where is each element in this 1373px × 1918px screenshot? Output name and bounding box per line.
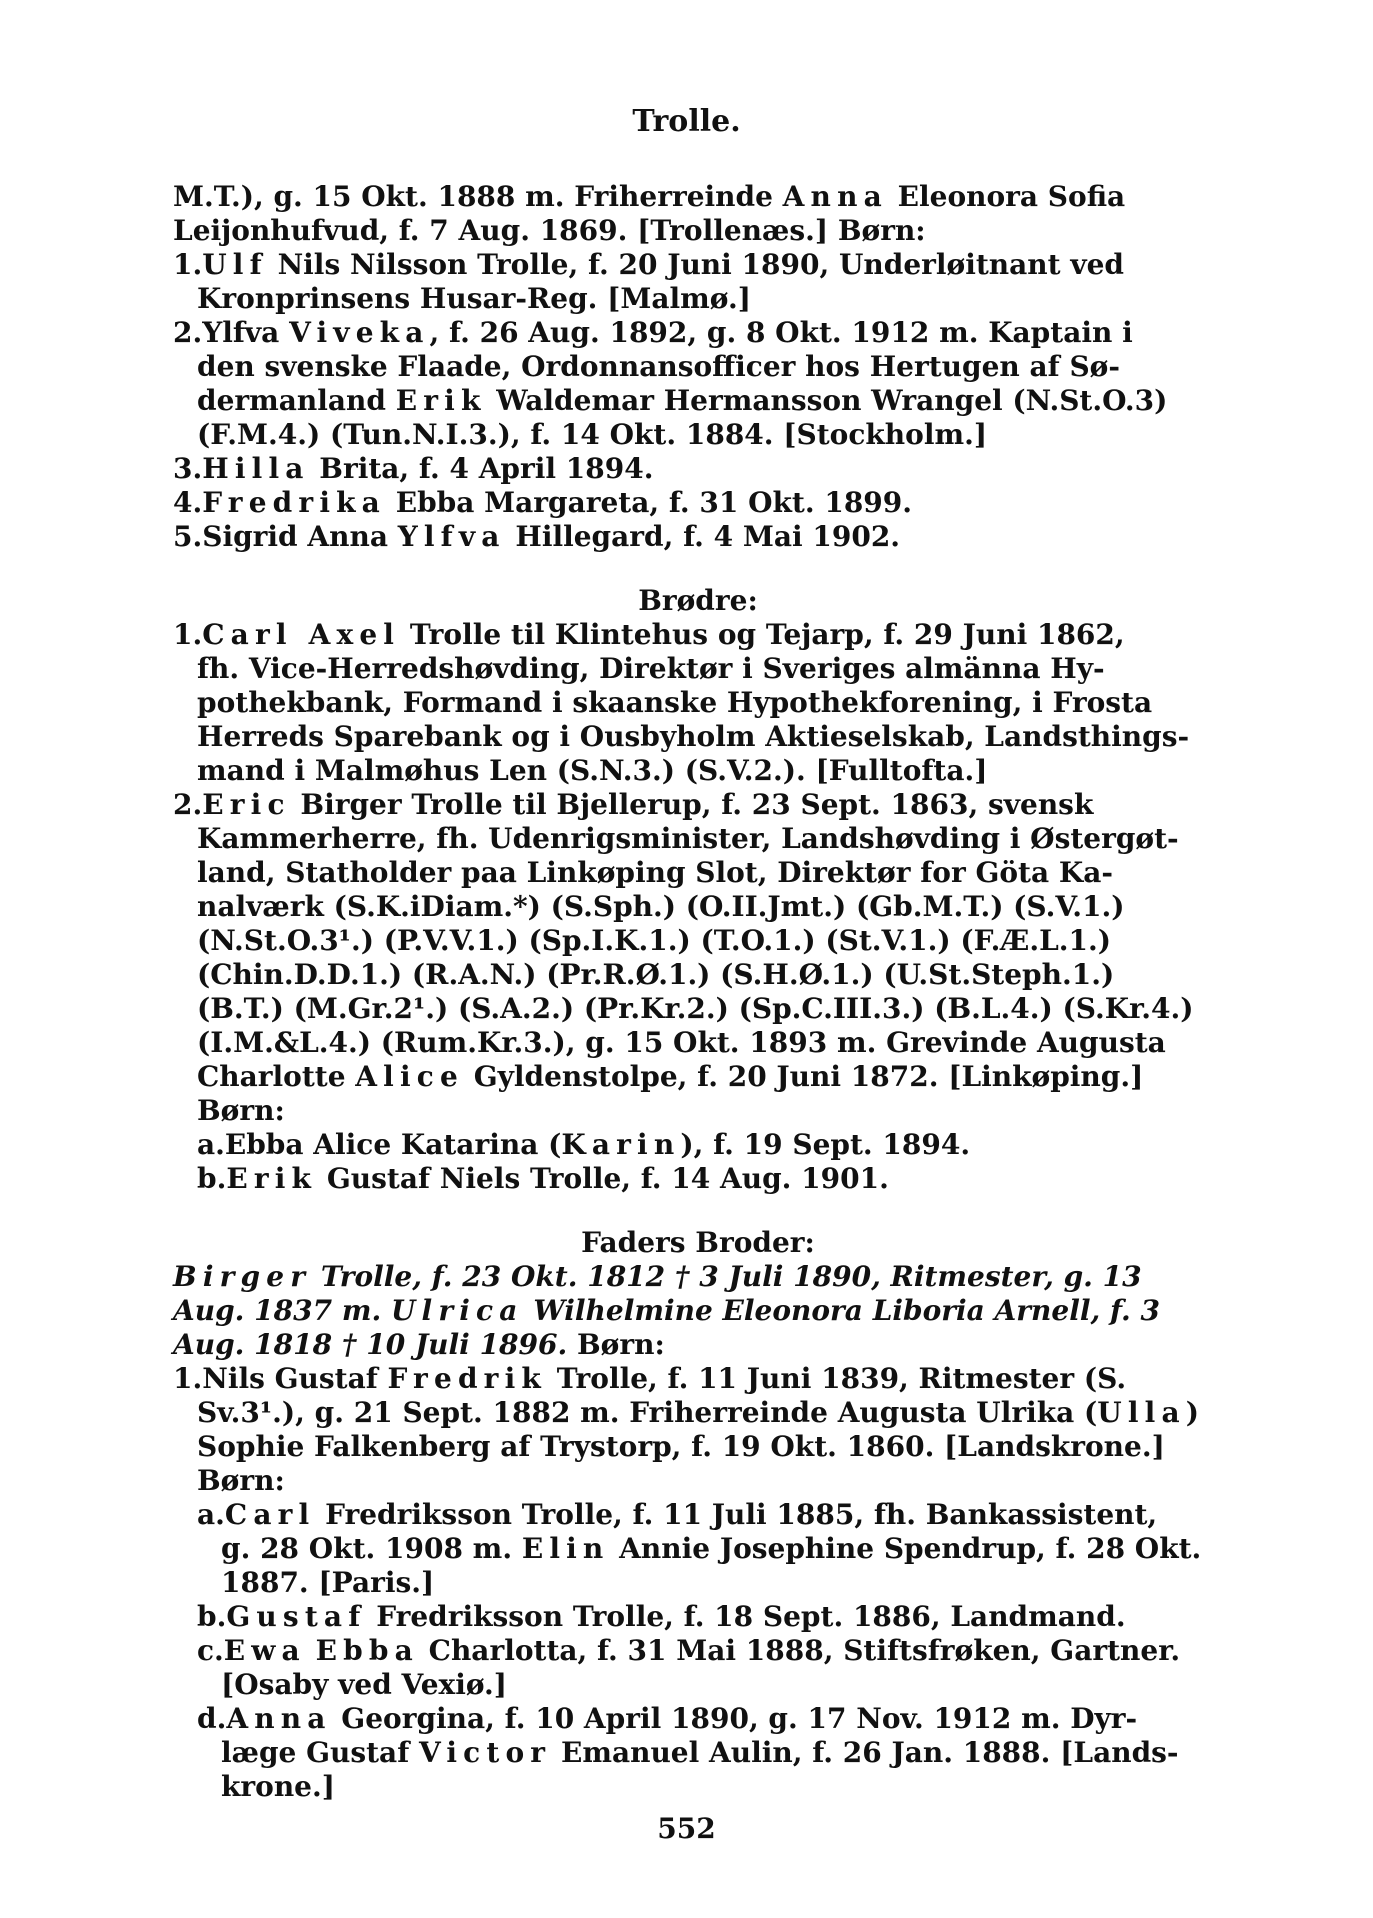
list-item [173, 788, 1223, 822]
item-number: 2. [173, 316, 203, 349]
text-run: Brita, f. 4 April 1894. [309, 452, 654, 485]
text-run: Charlotta, f. 31 Mai 1888, Stiftsfrøken, Gartner. [418, 1634, 1181, 1667]
text-run: Ylfva [202, 316, 290, 349]
item-number: 3. [173, 452, 203, 485]
text-run: Emanuel Aulin, f. 26 Jan. 1888. [Lands- [551, 1736, 1179, 1769]
spaced-name: Hilla [202, 452, 310, 485]
page-title: Trolle. [632, 104, 741, 139]
text-run: Fredriksson Trolle, f. 11 Juli 1885, fh. Bankassistent, [315, 1498, 1158, 1531]
item-number: b. [197, 1162, 227, 1195]
text-line: pothekbank, Formand i skaanske Hypothekforening, i Frosta [197, 686, 1153, 719]
text-run: Ebba Margareta, f. 31 Okt. 1899. [385, 486, 913, 519]
text-run: Aug. 1837 m. [173, 1294, 391, 1327]
text-line: nalværk (S.K.iDiam.*) (S.Sph.) (O.II.Jmt.) (Gb.M.T.) (S.V.1.) [197, 890, 1125, 923]
text-run: Annie Josephine Spendrup, f. 28 Okt. [609, 1532, 1202, 1565]
text-line: Herreds Sparebank og i Ousbyholm Aktieselskab, Landsthings- [197, 720, 1190, 753]
text-run: M.T.), g. 15 Okt. 1888 m. Friherreinde [173, 180, 783, 213]
list-item [173, 486, 1223, 520]
item-number: d. [197, 1702, 227, 1735]
text-run: Trolle, f. 23 Okt. 1812 † 3 Juli 1890, Ritmester, g. 13 [311, 1260, 1142, 1293]
text-line: krone.] [221, 1770, 335, 1803]
text-line: (B.T.) (M.Gr.2¹.) (S.A.2.) (Pr.Kr.2.) (Sp.C.III.3.) (B.L.4.) (S.Kr.4.) [197, 992, 1194, 1025]
text-run: Hillegard, f. 4 Mai 1902. [505, 520, 901, 553]
spaced-name: Ebba [315, 1634, 419, 1667]
text-line [173, 180, 1223, 214]
spaced-name: Carl Axel [202, 618, 401, 651]
item-number: a. [197, 1498, 225, 1531]
item-number: 1. [173, 618, 203, 651]
text-run: Eleonora Sofia [887, 180, 1126, 213]
spaced-name: Erik [395, 384, 487, 417]
spaced-name: Elin [521, 1532, 610, 1565]
text-run: a.Ebba Alice Katarina ( [197, 1128, 562, 1161]
page-number: 552 [657, 1812, 716, 1845]
spaced-name: Carl [224, 1498, 316, 1531]
spaced-name: Eric [202, 788, 291, 821]
spaced-name: Anna [226, 1702, 332, 1735]
text-line [173, 1736, 1223, 1770]
list-item [173, 520, 1223, 554]
text-run: Wilhelmine Eleonora Liboria Arnell, f. 3 [523, 1294, 1160, 1327]
spaced-name: Karin [561, 1128, 681, 1161]
text-run: Trolle til Klintehus og Tejarp, f. 29 Juni 1862, [400, 618, 1125, 651]
item-number: 1. [173, 248, 203, 281]
spaced-name: Ulrica [390, 1294, 524, 1327]
list-item [173, 1702, 1223, 1736]
text-line [173, 1260, 1223, 1294]
text-run: Børn: [567, 1328, 665, 1361]
text-line: mand i Malmøhus Len (S.N.3.) (S.V.2.). [Fulltofta.] [197, 754, 988, 787]
text-line [173, 1060, 1223, 1094]
text-run: Gyldenstolpe, f. 20 Juni 1872. [Linkøping.] [463, 1060, 1144, 1093]
text-run: ) [1185, 1396, 1200, 1429]
text-run: Georgina, f. 10 April 1890, g. 17 Nov. 1912 m. Dyr- [331, 1702, 1138, 1735]
spaced-name: Fredrik [387, 1362, 547, 1395]
text-line: (I.M.&L.4.) (Rum.Kr.3.), g. 15 Okt. 1893 m. Grevinde Augusta [197, 1026, 1166, 1059]
spaced-name: Fredrika [202, 486, 386, 519]
text-line [173, 1328, 1223, 1362]
section-heading-brodre: Brødre: [638, 584, 758, 617]
spaced-name: Ewa [223, 1634, 306, 1667]
list-item [173, 1128, 1223, 1162]
text-run: g. 28 Okt. 1908 m. [221, 1532, 522, 1565]
text-run: Aug. 1818 † 10 Juli 1896. [173, 1328, 568, 1361]
text-line [173, 1396, 1223, 1430]
text-run: Sigrid Anna [202, 520, 398, 553]
text-run: Trolle, f. 11 Juni 1839, Ritmester (S. [546, 1362, 1127, 1395]
spaced-name: Ulf [202, 248, 268, 281]
spaced-name: Erik [226, 1162, 318, 1195]
spaced-name: Alice [355, 1060, 464, 1093]
list-item [173, 316, 1223, 350]
list-item [173, 1498, 1223, 1532]
spaced-name: Birger [173, 1260, 312, 1293]
spaced-name: Gustaf [226, 1600, 367, 1633]
item-number: 4. [173, 486, 203, 519]
text-line: den svenske Flaade, Ordonnansofficer hos Hertugen af Sø- [197, 350, 1120, 383]
section-heading-faders-broder: Faders Broder: [581, 1226, 815, 1259]
item-number: 2. [173, 788, 203, 821]
text-run: ), f. 19 Sept. 1894. [680, 1128, 971, 1161]
item-number: c. [197, 1634, 224, 1667]
text-line: (N.St.O.3¹.) (P.V.V.1.) (Sp.I.K.1.) (T.O.1.) (St.V.1.) (F.Æ.L.1.) [197, 924, 1112, 957]
item-number: b. [197, 1600, 227, 1633]
text-line: Sophie Falkenberg af Trystorp, f. 19 Okt. 1860. [Landskrone.] [197, 1430, 1165, 1463]
text-run: Sv.3¹.), g. 21 Sept. 1882 m. Friherreinde Augusta Ulrika ( [197, 1396, 1098, 1429]
text-run: læge Gustaf [221, 1736, 419, 1769]
text-run: Birger Trolle til Bjellerup, f. 23 Sept. 1863, svensk [290, 788, 1094, 821]
text-line: 1887. [Paris.] [221, 1566, 435, 1599]
text-run: , f. 26 Aug. 1892, g. 8 Okt. 1912 m. Kaptain i [429, 316, 1133, 349]
spaced-name: Anna [782, 180, 888, 213]
text-run: Charlotte [197, 1060, 356, 1093]
text-line: Kammerherre, fh. Udenrigsminister, Landshøvding i Østergøt- [197, 822, 1179, 855]
list-item [173, 1162, 1223, 1196]
spaced-name: Ulla [1097, 1396, 1186, 1429]
list-item [173, 1634, 1223, 1668]
list-item [173, 1362, 1223, 1396]
text-line [173, 1532, 1223, 1566]
spaced-name: Viveka [289, 316, 430, 349]
text-line: Leijonhufvud, f. 7 Aug. 1869. [Trollenæs.] Børn: [173, 214, 926, 247]
text-run: dermanland [197, 384, 396, 417]
text-line: Børn: [197, 1464, 285, 1497]
text-run: Nils Nilsson Trolle, f. 20 Juni 1890, Underløitnant ved [267, 248, 1124, 281]
text-run: Nils Gustaf [202, 1362, 388, 1395]
text-run: Gustaf Niels Trolle, f. 14 Aug. 1901. [317, 1162, 889, 1195]
list-item [173, 452, 1223, 486]
text-line: [Osaby ved Vexiø.] [221, 1668, 508, 1701]
text-line [173, 1294, 1223, 1328]
list-item [173, 618, 1223, 652]
list-item [173, 248, 1223, 282]
item-number: 5. [173, 520, 203, 553]
item-number: 1. [173, 1362, 203, 1395]
spaced-name: Victor [418, 1736, 552, 1769]
text-body [173, 180, 1223, 1804]
text-line: Kronprinsens Husar-Reg. [Malmø.] [197, 282, 751, 315]
text-line: land, Statholder paa Linkøping Slot, Direktør for Göta Ka- [197, 856, 1113, 889]
list-item [173, 1600, 1223, 1634]
text-line: (Chin.D.D.1.) (R.A.N.) (Pr.R.Ø.1.) (S.H.Ø.1.) (U.St.Steph.1.) [197, 958, 1115, 991]
text-run: Fredriksson Trolle, f. 18 Sept. 1886, Landmand. [366, 1600, 1126, 1633]
spaced-name: Ylfva [397, 520, 506, 553]
text-line [173, 384, 1223, 418]
text-line: fh. Vice-Herredshøvding, Direktør i Sveriges almänna Hy- [197, 652, 1105, 685]
text-run: Waldemar Hermansson Wrangel (N.St.O.3) [486, 384, 1168, 417]
text-line: Børn: [197, 1094, 285, 1127]
text-line: (F.M.4.) (Tun.N.I.3.), f. 14 Okt. 1884. [Stockholm.] [197, 418, 988, 451]
